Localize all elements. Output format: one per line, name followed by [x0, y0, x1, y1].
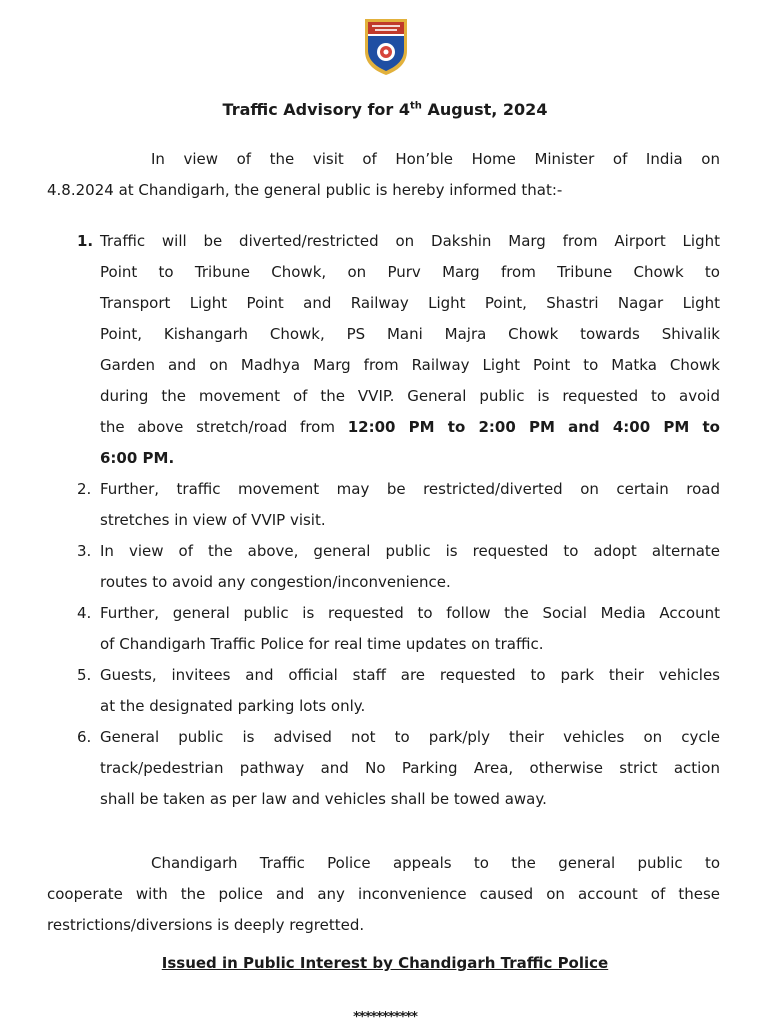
- list-item: [77, 598, 720, 660]
- list-item-line: shall be taken as per law and vehicles shall be towed away.: [100, 790, 547, 808]
- list-item: [77, 722, 720, 815]
- list-item: [77, 474, 720, 536]
- list-item-line: track/pedestrian pathway and No Parking Area, otherwise strict action: [100, 759, 720, 777]
- list-item-line: Transport Light Point and Railway Light Point, Shastri Nagar Light: [100, 294, 720, 312]
- list-item-line: General public is advised not to park/ply their vehicles on cycle: [100, 728, 720, 746]
- list-item-line: during the movement of the VVIP. General public is requested to avoid: [100, 387, 720, 405]
- title-ordinal: th: [410, 100, 422, 112]
- issued-by-line: Issued in Public Interest by Chandigarh Traffic Police: [161, 954, 609, 972]
- list-item-line: at the designated parking lots only.: [100, 697, 366, 715]
- list-item-line: Further, traffic movement may be restricted/diverted on certain road: [100, 480, 720, 498]
- list-item-line: of Chandigarh Traffic Police for real time updates on traffic.: [100, 635, 544, 653]
- list-item-number: 4.: [77, 604, 92, 622]
- list-item-number: 2.: [77, 480, 92, 498]
- advisory-list: [77, 226, 720, 815]
- closing-line-3: restrictions/diversions is deeply regretted.: [47, 916, 365, 934]
- end-of-document-stars: ***********: [353, 1010, 417, 1025]
- intro-line-1: In view of the visit of Hon’ble Home Minister of India on: [151, 150, 720, 168]
- list-item-line: Point, Kishangarh Chowk, PS Mani Majra Chowk towards Shivalik: [100, 325, 720, 343]
- list-item-line: Point to Tribune Chowk, on Purv Marg from Tribune Chowk to: [100, 263, 720, 281]
- list-item-line: Traffic will be diverted/restricted on Dakshin Marg from Airport Light: [100, 232, 720, 250]
- list-item-line: Garden and on Madhya Marg from Railway Light Point to Matka Chowk: [100, 356, 720, 374]
- timing-hours: 12:00 PM to 2:00 PM and 4:00 PM to: [347, 418, 720, 436]
- list-item-line: stretches in view of VVIP visit.: [100, 511, 326, 529]
- list-item-line: Further, general public is requested to follow the Social Media Account: [100, 604, 720, 622]
- list-item-line: In view of the above, general public is requested to adopt alternate: [100, 542, 720, 560]
- page-title: [0, 100, 770, 119]
- list-item-number: 1.: [77, 232, 94, 250]
- intro-paragraph: [47, 144, 720, 206]
- timing-prefix: the above stretch/road from: [100, 418, 348, 436]
- list-item-number: 3.: [77, 542, 92, 560]
- closing-line-1: Chandigarh Traffic Police appeals to the general public to: [151, 854, 720, 872]
- list-item: [77, 536, 720, 598]
- title-main: Traffic Advisory for 4: [222, 100, 410, 119]
- list-item-number: 6.: [77, 728, 92, 746]
- list-item-number: 5.: [77, 666, 92, 684]
- intro-line-2: 4.8.2024 at Chandigarh, the general public is hereby informed that:-: [47, 181, 563, 199]
- list-item-line: Guests, invitees and official staff are requested to park their vehicles: [100, 666, 720, 684]
- list-item-line: routes to avoid any congestion/inconvenience.: [100, 573, 451, 591]
- list-item: [77, 660, 720, 722]
- list-item-line-timing: [100, 412, 720, 443]
- timing-hours-end: 6:00 PM.: [100, 449, 175, 467]
- title-rest: August, 2024: [421, 100, 548, 119]
- closing-paragraph: [47, 848, 720, 941]
- list-item: [77, 226, 720, 474]
- closing-line-2: cooperate with the police and any inconvenience caused on account of these: [47, 885, 720, 903]
- police-emblem-icon: [362, 15, 410, 77]
